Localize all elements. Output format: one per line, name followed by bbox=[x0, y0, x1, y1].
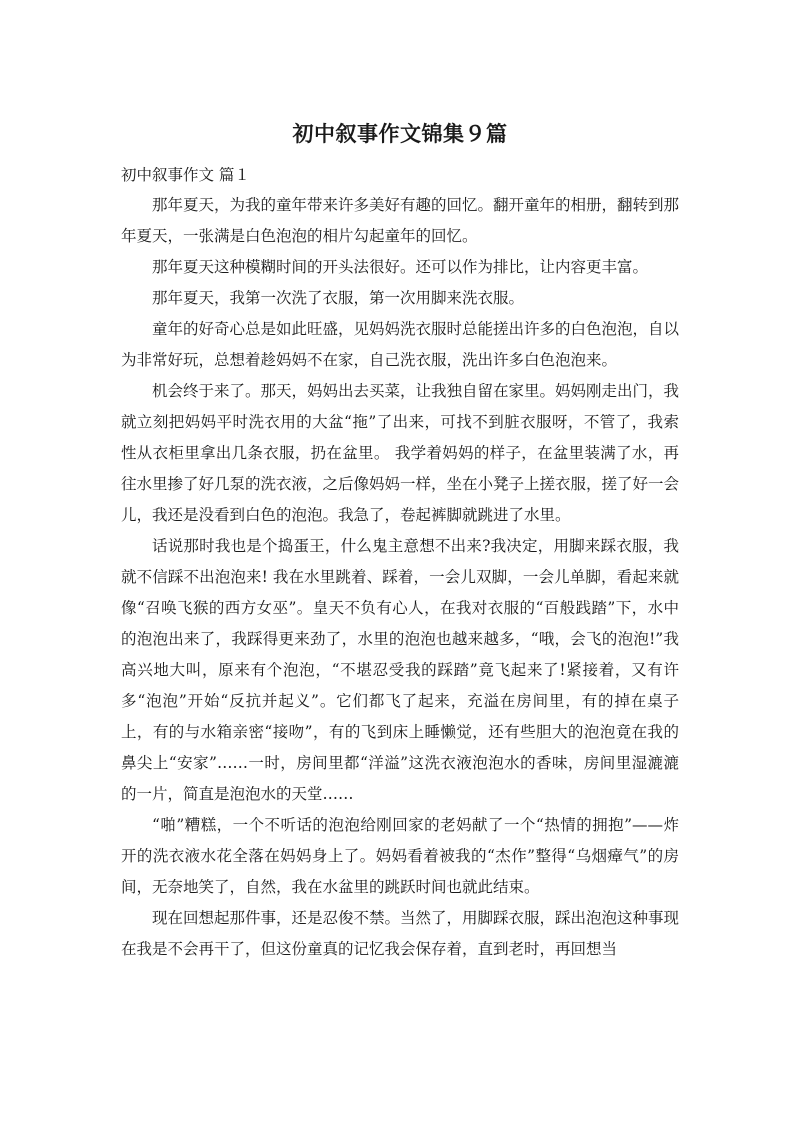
paragraph: 现在回想起那件事，还是忍俊不禁。当然了，用脚踩衣服，踩出泡泡这种事现在我是不会再干了，但这份童真的记忆我会保存着，直到老时，再回想当 bbox=[121, 909, 680, 958]
paragraph: “啪”糟糕，一个不听话的泡泡给刚回家的老妈献了一个“热情的拥抱”——炸开的洗衣液水花全落在妈妈身上了。妈妈看着被我的“杰作”整得“乌烟瘴气”的房间，无奈地笑了，自然，我在水盆里的跳跃时间也就此结束。 bbox=[121, 816, 679, 896]
paragraph: 机会终于来了。那天，妈妈出去买菜，让我独自留在家里。妈妈刚走出门，我就立刻把妈妈平时洗衣用的大盆“拖”了出来，可找不到脏衣服呀，不管了，我索性从衣柜里拿出几条衣服，扔在盆里。 我学着妈妈的样子，在盆里装满了水，再往水里掺了好几泵的洗衣液，之后像妈妈一样，坐在小凳子上搓衣服，搓了好一会儿，我还是没看到白色的泡泡。我急了，卷起裤脚就跳进了水里。 bbox=[121, 382, 680, 524]
paragraph: 那年夏天这种模糊时间的开头法很好。还可以作为排比，让内容更丰富。 bbox=[152, 258, 649, 276]
document-body bbox=[121, 190, 679, 965]
paragraph: 那年夏天，我第一次洗了衣服，第一次用脚来洗衣服。 bbox=[152, 289, 525, 307]
paragraph: 话说那时我也是个捣蛋王，什么鬼主意想不出来?我决定，用脚来踩衣服，我就不信踩不出泡泡来! 我在水里跳着、踩着，一会儿双脚，一会儿单脚，看起来就像“召唤飞猴的西方女巫”。皇天不负有心人，在我对衣服的“百般践踏”下，水中的泡泡出来了，我踩得更来劲了，水里的泡泡也越来越多，“哦，会飞的泡泡!”我高兴地大叫，原来有个泡泡，“不堪忍受我的踩踏”竟飞起来了!紧接着，又有许多“泡泡”开始“反抗并起义”。它们都飞了起来，充溢在房间里，有的掉在桌子上，有的与水箱亲密“接吻”，有的飞到床上睡懒觉，还有些胆大的泡泡竟在我的鼻尖上“安家”……一时，房间里都“洋溢”这洗衣液泡泡水的香味，房间里湿漉漉的一片，简直是泡泡水的天堂…… bbox=[121, 537, 679, 803]
document-title: 初中叙事作文锦集９篇 bbox=[292, 122, 508, 146]
section-heading: 初中叙事作文 篇１ bbox=[121, 166, 250, 184]
paragraph: 童年的好奇心总是如此旺盛，见妈妈洗衣服时总能搓出许多的白色泡泡，自以为非常好玩，总想着趁妈妈不在家，自己洗衣服，洗出许多白色泡泡来。 bbox=[121, 320, 680, 369]
paragraph: 那年夏天，为我的童年带来许多美好有趣的回忆。翻开童年的相册，翻转到那年夏天，一张满是白色泡泡的相片勾起童年的回忆。 bbox=[121, 196, 680, 245]
